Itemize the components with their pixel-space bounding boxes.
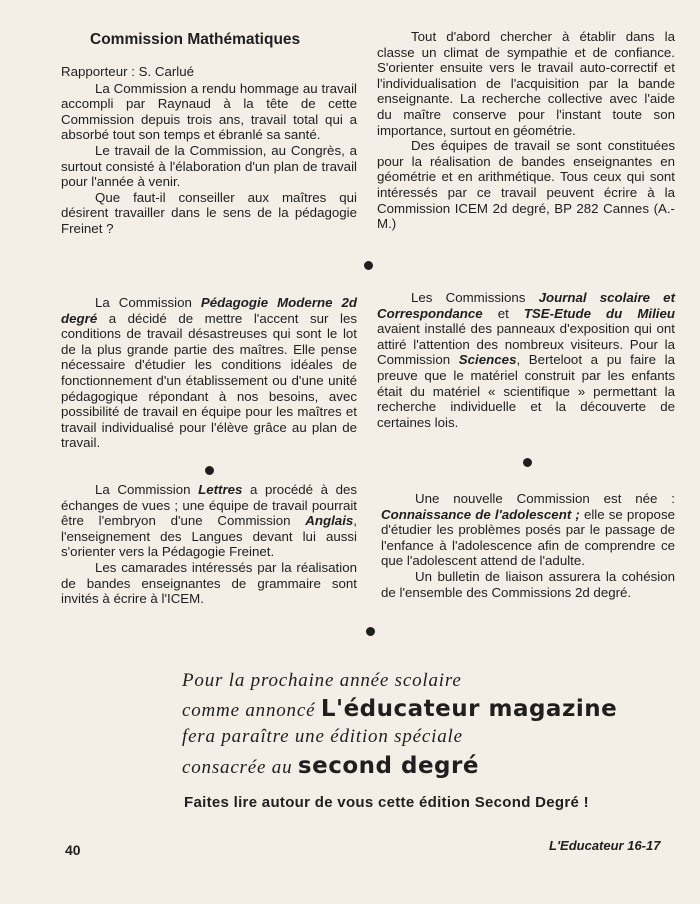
paragraph: Les Commissions Journal scolaire et Correspondance et TSE-Etude du Milieu avaient installé des panneaux d'exposition qui ont attiré l'attention des nombreux visiteurs. Pour la Commission Sciences, Berteloot a pu faire la preuve que le matériel construit par les enfants était du matériel « scientifique » permettant la recherche individuelle et la découverte de certaines lois. — [377, 290, 675, 430]
promo-line: fera paraître une édition spéciale — [182, 726, 463, 747]
commission-name: Sciences — [458, 352, 517, 368]
column-left-top — [61, 64, 357, 237]
paragraph: Les camarades intéressés par la réalisation de bandes enseignantes de grammaire sont invités à écrire à l'ICEM. — [61, 559, 357, 607]
promo-call-to-action: Faites lire autour de vous cette édition Second Degré ! — [184, 794, 589, 811]
column-left-bot — [61, 482, 357, 607]
paragraph: Le travail de la Commission, au Congrès, a surtout consisté à l'élaboration d'un plan de travail pour l'année à venir. — [61, 142, 357, 190]
column-right-bot — [381, 491, 675, 600]
paragraph: La Commission Lettres a procédé à des échanges de vues ; une équipe de travail pourrait être l'embryon d'une Commission Anglais, l'enseignement des Langues devant lui aussi s'orienter vers la Pédagogie Freinet. — [61, 482, 358, 560]
second-degre-title: second degré — [297, 753, 479, 779]
paragraph: Un bulletin de liaison assurera la cohésion de l'ensemble des Commissions 2d degré. — [381, 568, 675, 600]
journal-title: L'Educateur 16-17 — [549, 838, 661, 853]
column-left-mid — [61, 295, 357, 451]
page-number: 40 — [65, 842, 81, 858]
separator-dot — [523, 458, 532, 467]
paragraph: Rapporteur : S. Carlué — [61, 64, 195, 79]
paragraph: Que faut-il conseiller aux maîtres qui désirent travailler dans le sens de la pédagogie Freinet ? — [61, 189, 357, 236]
commission-name: Pédagogie Moderne 2d degré — [61, 295, 357, 326]
commission-name: Anglais — [305, 513, 354, 529]
promo-line: consacrée au second degré — [182, 753, 479, 779]
paragraph: Une nouvelle Commission est née : Connaissance de l'adolescent ; elle se propose d'étudier les problèmes posés par le passage de l'enfance à l'adolescence afin de comprendre ce que l'adolescent attend de l'adulte. — [381, 491, 675, 569]
section-heading: Commission Mathématiques — [90, 31, 301, 48]
promo-line: comme annoncé L'éducateur magazine — [182, 696, 618, 722]
paragraph: La Commission Pédagogie Moderne 2d degré a décidé de mettre l'accent sur les conditions de travail désastreuses qui sont le lot de la plus grande partie des maîtres. Elle pense nécessaire d'étudier les conditions idéales de fonctionnement d'un établissement ou d'une unité pédagogique répondant à nos besoins, avec possibilité de travail en équipe pour les maîtres et travail individualisé pour l'élève grâce au plan de travail. — [61, 295, 357, 451]
column-right-top — [377, 29, 675, 232]
paragraph: Tout d'abord chercher à établir dans la classe un climat de sympathie et de confiance. S'orienter ensuite vers le travail auto-correctif et l'individualisation de l'acquisition par la bande enseignante. La recherche collective avec l'aide du maître conserve pour l'instant toute son importance, surtout en géométrie. — [377, 29, 675, 138]
paragraph: La Commission a rendu hommage au travail accompli par Raynaud à la tête de cette Commission depuis trois ans, travail total qui a absorbé tout son temps et ébranlé sa santé. — [61, 80, 357, 143]
paragraph: Des équipes de travail se sont constituées pour la réalisation de bandes enseignantes en géométrie et en arithmétique. Tous ceux qui sont intéressés par ce travail peuvent écrire à la Commission ICEM 2d degré, BP 282 Cannes (A.-M.) — [377, 138, 675, 232]
separator-dot — [366, 627, 375, 636]
commission-name: Lettres — [198, 482, 243, 497]
magazine-title: L'éducateur magazine — [320, 696, 618, 722]
promo-line: Pour la prochaine année scolaire — [182, 670, 462, 691]
commission-name: TSE-Etude du Milieu — [523, 305, 675, 321]
commission-name: Journal scolaire et Correspondance — [377, 290, 675, 321]
separator-dot — [364, 261, 373, 270]
separator-dot — [205, 466, 214, 475]
column-right-mid — [377, 290, 675, 430]
commission-name: Connaissance de l'adolescent ; — [381, 506, 580, 522]
